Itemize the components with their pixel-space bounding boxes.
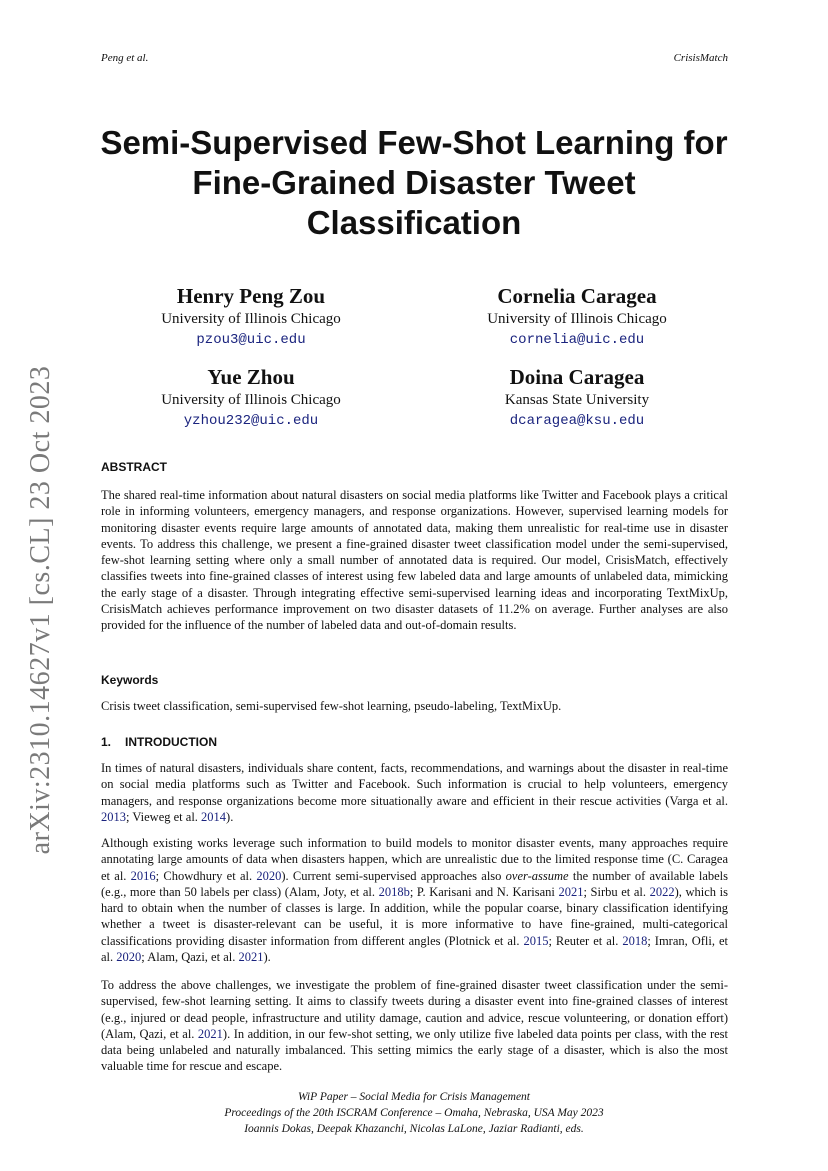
page-footer (100, 1089, 728, 1137)
author-affiliation: Kansas State University (504, 392, 650, 408)
paragraph-text: ; Alam, Qazi, et al. (141, 950, 239, 965)
running-head-authors: Peng et al. (101, 52, 149, 64)
citation-link[interactable]: 2021 (197, 1026, 223, 1041)
author-affiliation: University of Illinois Chicago (161, 311, 341, 327)
citation-link[interactable]: 2020 (116, 950, 142, 965)
abstract-heading: ABSTRACT (101, 460, 167, 474)
paragraph-text: ). In addition, in our few-shot setting, we only utilize five labeled data points per class, with the rest data being unlabeled and naturally imbalanced. This setting mimics the early stage of a disaster, which is also the most valuable time for rescue and escape. (101, 1026, 728, 1074)
paragraph-text: ; Imran, Ofli, et al. (101, 933, 728, 965)
author-email[interactable]: cornelia@uic.edu (509, 332, 645, 348)
citation-link[interactable]: 2020 (256, 868, 282, 883)
paragraph-text: ; P. Karisani and N. Karisani (409, 884, 559, 899)
author-block (447, 364, 707, 432)
keywords-heading: Keywords (101, 673, 159, 687)
paragraph-text: In times of natural disasters, individuals share content, facts, recommendations, and warnings about the disaster in real-time on social media platforms such as Twitter and Facebook. Such information is crucial to help volunteers, emergency managers, and response organizations become more situationally aware and efficient in their rescue activities (Varga et al. (101, 761, 728, 808)
section-title: INTRODUCTION (125, 735, 218, 749)
author-name: Cornelia Caragea (497, 284, 657, 308)
paragraph-text: ), which is hard to obtain when the number of classes is large. In addition, while the popular coarse, binary classification identifying whether a tweet is disaster-relevant can be useful, it is more informative to have fine-grained, multi-categorical classifications providing disaster information from different angles (Plotnick et al. (101, 884, 728, 948)
citation-link[interactable]: 2016 (130, 868, 156, 883)
introduction-paragraph-1 (101, 760, 728, 825)
footer-editors: Ioannis Dokas, Deepak Khazanchi, Nicolas LaLone, Jaziar Radianti, eds. (244, 1123, 584, 1135)
author-affiliation: University of Illinois Chicago (161, 392, 341, 408)
author-block (447, 283, 707, 351)
citation-link[interactable]: 2021 (558, 884, 584, 899)
citation-link[interactable]: 2018b (378, 884, 410, 899)
author-name: Yue Zhou (207, 365, 295, 389)
paragraph-text: ). (226, 809, 234, 824)
paragraph-text: ; Chowdhury et al. (155, 868, 257, 883)
author-name: Henry Peng Zou (176, 284, 326, 308)
paragraph-text: ). (263, 950, 271, 965)
footer-track: WiP Paper – Social Media for Crisis Management (297, 1091, 530, 1103)
keywords-text: Crisis tweet classification, semi-supervised few-shot learning, pseudo-labeling, TextMixUp. (101, 699, 562, 713)
paragraph-text: ; Sirbu et al. (583, 884, 650, 899)
arxiv-identifier-stamp[interactable]: arXiv:2310.14627v1 [cs.CL] 23 Oct 2023 (25, 365, 56, 855)
paper-title: Semi-Supervised Few-Shot Learning for Fine-Grained Disaster Tweet Classification (100, 124, 728, 241)
citation-link[interactable]: 2021 (238, 950, 264, 965)
introduction-paragraph-2 (101, 835, 728, 965)
paragraph-text: ; Reuter et al. (548, 933, 623, 948)
footer-proceedings: Proceedings of the 20th ISCRAM Conference – Omaha, Nebraska, USA May 2023 (224, 1107, 604, 1119)
section-number: 1. (101, 735, 112, 749)
abstract-text: The shared real-time information about natural disasters on social media platforms like Twitter and Facebook plays a critical role in informing volunteers, emergency managers, and response organizations. However, supervised learning models for monitoring disaster events require large amounts of annotated data, making them unrealistic for real-time use in disaster events. To address this challenge, we present a fine-grained disaster tweet classification model under the semi-supervised, few-shot learning setting where only a small number of annotated data is required. Our model, CrisisMatch, effectively classifies tweets into fine-grained classes of interest using few labeled data and large amounts of unlabeled data, mimicking the early stage of a disaster. Through integrating effective semi-supervised learning ideas and incorporating TextMixUp, CrisisMatch achieves performance improvement on two disaster datasets of 11.2% on average. Further analyses are also provided for the influence of the number of labeled data and out-of-domain results. (101, 488, 728, 633)
author-block (121, 364, 381, 432)
author-affiliation: University of Illinois Chicago (487, 311, 667, 327)
paragraph-text: To address the above challenges, we investigate the problem of fine-grained disaster tweet classification under the semi-supervised, few-shot learning setting. It aims to classify tweets during a disaster event into fine-grained classes of interest (e.g., injured or dead people, infrastructure and utility damage, caution and advice, rescue volunteering, or donation effort) (Alam, Qazi, et al. (101, 978, 728, 1041)
author-name: Doina Caragea (509, 365, 645, 389)
introduction-paragraph-3 (101, 977, 728, 1075)
citation-link[interactable]: 2022 (649, 884, 675, 899)
paragraph-text: the number of available labels (e.g., more than 50 labels per class) (Alam, Joty, et al. (101, 868, 728, 899)
author-block (121, 283, 381, 351)
paragraph-text: ; Vieweg et al. (126, 809, 202, 824)
author-email[interactable]: yzhou232@uic.edu (183, 413, 319, 429)
paragraph-text: Although existing works leverage such information to build models to monitor disaster events, many approaches require annotating large amounts of data when disasters happen, which are unrealistic due to the limited response time (C. Caragea et al. (101, 836, 728, 883)
running-head-short-title: CrisisMatch (673, 52, 728, 64)
author-email[interactable]: pzou3@uic.edu (196, 332, 306, 348)
author-email[interactable]: dcaragea@ksu.edu (509, 413, 645, 429)
emphasis-text: over-assume (505, 868, 569, 883)
citation-link[interactable]: 2015 (523, 933, 549, 948)
citation-link[interactable]: 2014 (201, 809, 227, 824)
citation-link[interactable]: 2018 (622, 933, 648, 948)
paragraph-text: ). Current semi-supervised approaches also (281, 868, 506, 883)
introduction-heading (101, 735, 217, 749)
citation-link[interactable]: 2013 (101, 809, 126, 824)
